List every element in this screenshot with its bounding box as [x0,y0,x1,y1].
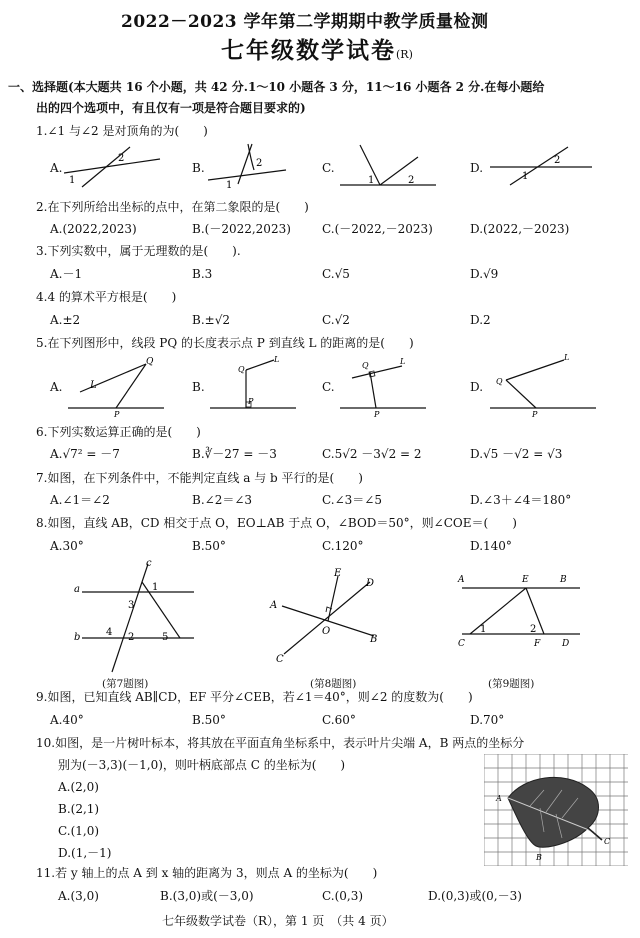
fig8-label-e: E [334,568,342,579]
q11-stem: 11.若 y 轴上的点 A 到 x 轴的距离为 3，则点 A 的坐标为( ) [36,866,378,880]
fig7-label-2: 2 [128,632,135,643]
q2-option-d[interactable]: D.(2022,－2023) [470,222,570,236]
q5-figure-a [66,354,166,418]
figure-8 [266,566,386,666]
q4-stem: 4.4 的算术平方根是( ) [36,290,177,304]
fig10-label-c: C [604,837,611,846]
q10-stem-line2: 别为(－3,3)(－1,0)，则叶柄底部点 C 的坐标为( ) [58,758,346,772]
q1-figure-d [488,145,594,189]
figure-8-caption: (第8题图) [310,678,357,690]
q11-option-b[interactable]: B.(3,0)或(－3,0) [160,889,254,903]
fig9-label-1: 1 [480,624,487,635]
q8-option-b[interactable]: B.50° [192,539,226,553]
fig9-label-e: E [522,575,529,585]
q11-option-d[interactable]: D.(0,3)或(0,－3) [428,889,522,903]
q4-option-d[interactable]: D.2 [470,313,491,327]
q1b-label-2: 2 [256,158,263,169]
q1a-label-2: 2 [118,153,125,164]
q7-option-d[interactable]: D.∠3＋∠4＝180° [470,493,572,507]
q4-option-c[interactable]: C.√2 [322,313,350,327]
figure-10-leaf-grid [484,754,628,866]
q5b-label-p: P [248,397,254,406]
q5a-label-q: Q [146,357,154,367]
q5a-label-l: L [90,380,97,391]
q9-option-b[interactable]: B.50° [192,713,226,727]
q5b-label-l: L [274,355,280,364]
figure-7-caption: (第7题图) [102,678,149,690]
q10-option-a[interactable]: A.(2,0) [58,780,99,794]
fig7-label-a: a [74,584,80,595]
q1-option-a[interactable]: A. [50,161,63,175]
q2-option-b[interactable]: B.(－2022,2023) [192,222,291,236]
q1-option-c[interactable]: C. [322,161,335,175]
q8-option-a[interactable]: A.30° [50,539,84,553]
q2-option-c[interactable]: C.(－2022,－2023) [322,222,433,236]
q5-option-d[interactable]: D. [470,380,484,394]
page-footer: 七年级数学试卷（R），第 1 页 （共 4 页） [162,914,394,928]
q6-option-a[interactable]: A.√7² = －7 [50,447,120,461]
section-heading-line1: 一、选择题(本大题共 16 个小题，共 42 分.1～10 小题各 3 分，11～16 小题各 2 分.在每小题给 [8,80,545,94]
fig8-label-c: C [276,654,284,665]
fig7-label-b: b [74,632,81,643]
q1-figure-b [208,140,288,192]
q11-option-a[interactable]: A.(3,0) [58,889,99,903]
fig7-label-4: 4 [106,627,113,638]
fig10-label-a: A [496,794,502,803]
q1d-label-1: 1 [522,171,529,182]
q7-option-a[interactable]: A.∠1＝∠2 [50,493,110,507]
q7-option-b[interactable]: B.∠2＝∠3 [192,493,253,507]
q5a-label-p: P [114,410,120,418]
q5-figure-b [208,354,298,418]
q8-stem: 8.如图，直线 AB，CD 相交于点 O，EO⊥AB 于点 O，∠BOD＝50°，则∠COE＝( ) [36,516,517,530]
q1c-label-1: 1 [368,175,375,186]
q1-stem: 1.∠1 与∠2 是对顶角的为( ) [36,124,208,138]
q4-option-a[interactable]: A.±2 [50,313,81,327]
q6-option-b[interactable]: B.∛－27 = －3 [192,447,277,461]
q5-option-c[interactable]: C. [322,380,335,394]
q3-option-a[interactable]: A.－1 [50,267,83,281]
q5c-label-p: P [374,410,380,418]
q9-option-a[interactable]: A.40° [50,713,84,727]
fig8-label-a: A [270,600,278,611]
figure-7 [68,558,198,676]
fig9-label-a: A [458,575,465,585]
q9-stem: 9.如图，已知直线 AB∥CD，EF 平分∠CEB，若∠1＝40°，则∠2 的度数为( ) [36,690,473,704]
q6-option-c[interactable]: C.5√2 －3√2 = 2 [322,447,422,461]
q1-figure-c [338,143,438,191]
fig7-label-c: c [146,558,152,569]
fig8-label-d: D [366,578,375,589]
fig7-label-1: 1 [152,582,159,593]
q1d-label-2: 2 [554,155,561,166]
q6-stem: 6.下列实数运算正确的是( ) [36,425,201,439]
q9-option-c[interactable]: C.60° [322,713,356,727]
q5c-label-l: L [400,357,406,366]
figure-9-caption: (第9题图) [488,678,535,690]
q9-option-d[interactable]: D.70° [470,713,505,727]
q5c-label-q: Q [362,361,369,370]
q1c-label-2: 2 [408,175,415,186]
fig9-label-d: D [562,639,570,649]
q3-option-b[interactable]: B.3 [192,267,213,281]
q1a-label-1: 1 [69,175,76,186]
q1-figure-a [64,143,164,191]
q6-option-d[interactable]: D.√5 －√2 = √3 [470,447,563,461]
fig8-label-b: B [370,634,378,645]
q1-option-d[interactable]: D. [470,161,484,175]
subtitle-tag: (R) [396,48,413,61]
q2-option-a[interactable]: A.(2022,2023) [50,222,137,236]
exam-subtitle [221,38,413,68]
q11-option-c[interactable]: C.(0,3) [322,889,364,903]
q10-option-b[interactable]: B.(2,1) [58,802,100,816]
q5b-label-q: Q [238,365,245,374]
figure-9 [456,568,586,660]
fig9-label-f: F [534,639,541,649]
fig7-label-3: 3 [128,600,135,611]
q8-option-d[interactable]: D.140° [470,539,512,553]
q5-option-a[interactable]: A. [50,380,63,394]
q1-option-b[interactable]: B. [192,161,205,175]
q5-stem: 5.在下列图形中，线段 PQ 的长度表示点 P 到直线 L 的距离的是( ) [36,336,414,350]
q5d-label-p: P [532,410,538,418]
q3-option-c[interactable]: C.√5 [322,267,350,281]
q10-stem-line1: 10.如图，是一片树叶标本，将其放在平面直角坐标系中，表示叶片尖端 A，B 两点的坐标分 [36,736,525,750]
q5-figure-d [488,352,598,418]
q4-option-b[interactable]: B.±√2 [192,313,230,327]
q3-stem: 3.下列实数中，属于无理数的是( ). [36,244,241,258]
fig8-label-o: O [322,626,331,637]
q7-option-c[interactable]: C.∠3＝∠5 [322,493,382,507]
q8-option-c[interactable]: C.120° [322,539,364,553]
q5d-label-l: L [564,353,570,362]
fig7-label-5: 5 [162,632,169,643]
fig9-label-2: 2 [530,624,537,635]
q5-figure-c [338,354,428,418]
section-heading-line2: 出的四个选项中，有且仅有一项是符合题目要求的) [36,101,306,115]
q2-stem: 2.在下列所给出坐标的点中，在第二象限的是( ) [36,200,309,214]
fig9-label-b: B [560,575,567,585]
subtitle-text: 七年级数学试卷 [221,37,396,64]
fig10-label-b: B [536,853,542,862]
q3-option-d[interactable]: D.√9 [470,267,499,281]
q7-stem: 7.如图，在下列条件中，不能判定直线 a 与 b 平行的是( ) [36,471,363,485]
fig9-label-c: C [458,639,465,649]
q5d-label-q: Q [496,377,503,386]
q10-option-d[interactable]: D.(1,－1) [58,846,112,860]
q10-option-c[interactable]: C.(1,0) [58,824,100,838]
exam-title: 2022－2023 学年第二学期期中教学质量检测 [121,12,489,32]
q5-option-b[interactable]: B. [192,380,205,394]
q1b-label-1: 1 [226,180,233,191]
